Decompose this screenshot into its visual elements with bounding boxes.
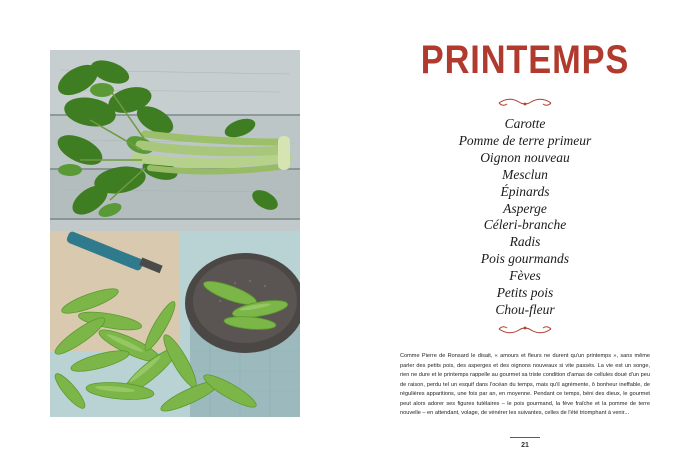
- ingredient-item: Radis: [509, 234, 541, 250]
- snow-peas-photo: [50, 231, 300, 417]
- page-number: 21: [521, 442, 529, 449]
- flourish-ornament-bottom: [495, 322, 555, 336]
- ingredient-item: Mesclun: [502, 166, 548, 182]
- page-number-rule: [510, 437, 540, 438]
- ingredient-item: Pois gourmands: [480, 251, 570, 267]
- ingredient-item: Petits pois: [496, 285, 554, 301]
- flourish-ornament-top: [495, 96, 555, 110]
- ingredient-item: Céleri-branche: [483, 217, 567, 233]
- ingredient-item: Fèves: [509, 268, 541, 284]
- intro-paragraph: Comme Pierre de Ronsard le disait, « amours et fleurs ne durent qu'un printemps », sans même parler des petits pois, des asperges et des oignons nouveaux si vite passés. La vie est un songe, rien ne dure et le printemps rappelle au gourmet sa triste condition d'amas de cellules doué d'un peu de raison, perdu tel un esquif dans l'océan du temps, mais qu'il agrémente, ô bonheur ineffable, de régulières apparitions, une fois par an, en moyenne. Pendant ce temps, béni des dieux, le gourmet peut alors adorer ses figures tutélaires – le pois gourmand, la fève fraîche et la pomme de terre nouvelle – en attendant, volage, de vénérer les suivantes, celles de l'été triomphant à venir...: [400, 353, 650, 417]
- ingredient-item: Pomme de terre primeur: [458, 132, 592, 148]
- ingredient-item: Chou-fleur: [495, 301, 555, 317]
- page-title: PRINTEMPS: [420, 38, 630, 82]
- ingredient-item: Carotte: [504, 116, 546, 131]
- ingredient-item: Épinards: [500, 183, 550, 199]
- celery-illustration: [50, 50, 300, 231]
- ingredient-item: Asperge: [503, 200, 547, 216]
- celery-photo: [50, 50, 300, 231]
- ingredient-list: [420, 116, 630, 319]
- photo-column: [50, 50, 300, 417]
- ingredient-item: Oignon nouveau: [480, 149, 570, 165]
- snow-peas-illustration: [50, 231, 300, 417]
